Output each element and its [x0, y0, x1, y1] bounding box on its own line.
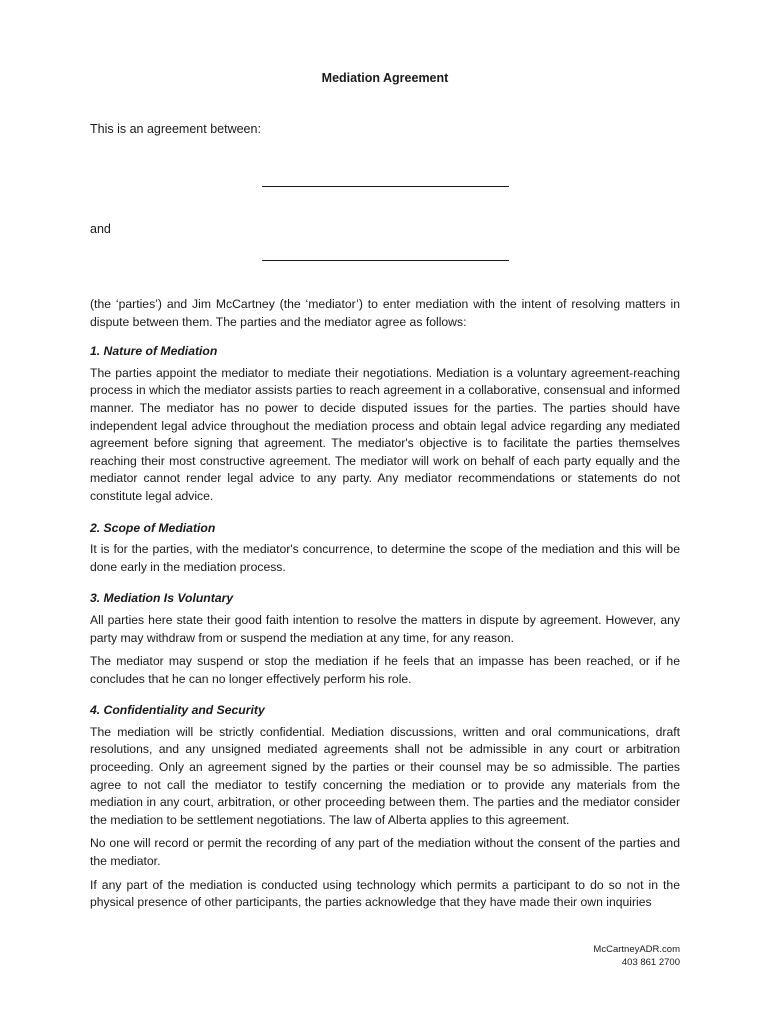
section-heading-scope: 2. Scope of Mediation: [90, 520, 216, 535]
opening-paragraph: (the ‘parties’) and Jim McCartney (the ‘mediator’) to enter mediation with the intent of resolving matters in dispute between them. The parties and the mediator agree as follows:: [90, 297, 680, 329]
section-paragraph: No one will record or permit the recording of any part of the mediation without the consent of the parties and the mediator.: [90, 836, 680, 869]
section-heading-nature: 1. Nature of Mediation: [90, 344, 218, 359]
document-title: Mediation Agreement: [321, 71, 449, 85]
party-2-blank-line: [262, 260, 509, 261]
section-paragraph: The mediation will be strictly confidential. Mediation discussions, written and oral communications, draft resolutions, and any unsigned mediated agreements shall not be admissible in any court or arbitration proceeding. Only an agreement signed by the parties or their counsel may be so admissible. The parties agree to not call the mediator to testify concerning the mediation or to provide any materials from the mediation in any court, arbitration, or other proceeding between them. The parties and the mediator consider the mediation to be settlement negotiations. The law of Alberta applies to this agreement.: [90, 724, 680, 827]
section-paragraph: The parties appoint the mediator to mediate their negotiations. Mediation is a voluntary agreement-reaching process in which the mediator assists parties to reach agreement in a collaborative, consensual and informed manner. The mediator has no power to decide disputed issues for the parties. The parties should have independent legal advice throughout the mediation process and obtain legal advice regarding any mediated agreement before signing that agreement. The mediator's objective is to facilitate the parties themselves reaching their most constructive agreement. The mediator will work on behalf of each party equally and the mediator cannot render legal advice to any party. Any mediator recommendations or statements do not constitute legal advice.: [90, 365, 680, 503]
and-text: and: [90, 222, 111, 236]
section-paragraph: All parties here state their good faith intention to resolve the matters in dispute by agreement. However, any party may withdraw from or suspend the mediation at any time, for any reason.: [90, 612, 680, 645]
party-1-blank-line: [262, 186, 509, 187]
agreement-body: [90, 296, 680, 918]
section-heading-confidentiality: 4. Confidentiality and Security: [90, 703, 265, 718]
footer-phone: 403 861 2700: [621, 957, 680, 968]
intro-text: This is an agreement between:: [90, 122, 261, 136]
section-paragraph: The mediator may suspend or stop the mediation if he feels that an impasse has been reached, or if he concludes that he can no longer effectively perform his role.: [90, 654, 680, 686]
footer-website: McCartneyADR.com: [593, 944, 680, 955]
section-paragraph: It is for the parties, with the mediator's concurrence, to determine the scope of the mediation and this will be done early in the mediation process.: [90, 542, 680, 574]
page-footer: [593, 943, 680, 969]
section-paragraph: If any part of the mediation is conducted using technology which permits a participant to do so not in the physical presence of other participants, the parties acknowledge that they have made their own inquiries: [90, 877, 680, 910]
section-heading-voluntary: 3. Mediation Is Voluntary: [90, 591, 234, 606]
